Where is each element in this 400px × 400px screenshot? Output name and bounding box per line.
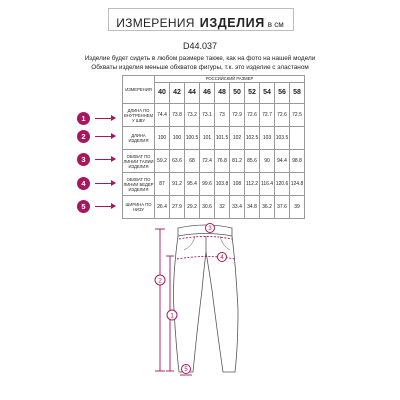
row-label: ОБХВАТ ПО ЛИНИИ БЕДЕР ИЗДЕЛИЯ [123, 173, 155, 196]
size-header: 48 [215, 83, 230, 104]
cell: 90 [260, 150, 275, 173]
cell: 26.4 [155, 196, 170, 219]
trousers-outline [174, 225, 239, 372]
cell: 102 [230, 127, 245, 150]
cell: 74.4 [155, 104, 170, 127]
cell: 72.5 [290, 104, 305, 127]
cell: 94.4 [275, 150, 290, 173]
cell: 73.2 [185, 104, 200, 127]
size-header: 54 [260, 83, 275, 104]
diagram-marker-label: 3 [208, 226, 212, 233]
cell: 103.8 [215, 173, 230, 196]
cell: 36.2 [260, 196, 275, 219]
cell: 72.9 [230, 104, 245, 127]
cell: 30.6 [200, 196, 215, 219]
cell: 91.2 [170, 173, 185, 196]
cell: 32 [215, 196, 230, 219]
cell: 103 [260, 127, 275, 150]
cell: 102.5 [245, 127, 260, 150]
cell: 33.4 [230, 196, 245, 219]
cell: 99.6 [200, 173, 215, 196]
size-header: 42 [170, 83, 185, 104]
cell: 68 [185, 150, 200, 173]
cell: 72.6 [275, 104, 290, 127]
row-label: ДЛИНА ПО ВНУТРЕННЕМУ ШВУ [123, 104, 155, 127]
cell: 81.2 [230, 150, 245, 173]
cell: 37.6 [275, 196, 290, 219]
fit-note: Изделие будет сидеть в любом размере также, как на фото на нашей модели [84, 55, 316, 62]
size-header: 40 [155, 83, 170, 104]
corner-label: ИЗМЕРЕНИЯ [123, 76, 155, 104]
row-label: ДЛИНА ИЗДЕЛИЯ [123, 127, 155, 150]
cell: 27.9 [170, 196, 185, 219]
cell: 73.8 [170, 104, 185, 127]
elastane-note: Обхваты изделия меньше обхватов фигуры, т.к. это изделие с эластаном [91, 64, 309, 71]
cell: 59.2 [155, 150, 170, 173]
diagram-marker-label: 5 [184, 367, 188, 374]
cell: 103.5 [275, 127, 290, 150]
row-marker-badge: 5 [77, 200, 90, 213]
cell: 39 [290, 196, 305, 219]
cell: 29.2 [185, 196, 200, 219]
size-header: 44 [185, 83, 200, 104]
cell: 101 [200, 127, 215, 150]
waist-line [179, 237, 232, 240]
row-marker-badge: 1 [77, 112, 90, 125]
cell: 101.5 [215, 127, 230, 150]
cell: 72.6 [245, 104, 260, 127]
row-marker-badge: 2 [77, 130, 90, 143]
title-unit: в см [267, 20, 284, 29]
row-label: ОБХВАТ ПО ЛИНИИ ТАЛИИ ИЗДЕЛИЯ [123, 150, 155, 173]
size-header: 50 [230, 83, 245, 104]
size-header: 46 [200, 83, 215, 104]
cell: 95.4 [185, 173, 200, 196]
cell: 100 [170, 127, 185, 150]
row-marker-badge: 4 [77, 177, 90, 190]
group-header: РОССИЙСКИЙ РАЗМЕР [155, 76, 305, 83]
cell: 108 [230, 173, 245, 196]
cell: 85.6 [245, 150, 260, 173]
cell: 76.8 [215, 150, 230, 173]
cell: 98.8 [290, 150, 305, 173]
cell: 100 [155, 127, 170, 150]
cell: 100.5 [185, 127, 200, 150]
cell: 73 [215, 104, 230, 127]
cell: 87 [155, 173, 170, 196]
cell: 72.7 [260, 104, 275, 127]
size-header: 58 [290, 83, 305, 104]
cell: 34.8 [245, 196, 260, 219]
cell: 72.4 [200, 150, 215, 173]
cell: 63.6 [170, 150, 185, 173]
cell: 120.6 [275, 173, 290, 196]
article-code: D44.037 [182, 41, 218, 51]
cell: 124.8 [290, 173, 305, 196]
title-product: ИЗДЕЛИЯ [199, 16, 265, 30]
title-measurements: ИЗМЕРЕНИЯ [116, 16, 195, 30]
cell: 73.1 [200, 104, 215, 127]
size-header: 52 [245, 83, 260, 104]
cell: 112.2 [245, 173, 260, 196]
row-label: ШИРИНА ПО НИЗУ [123, 196, 155, 219]
diagram-marker-label: 4 [220, 255, 224, 262]
diagram-marker-label: 1 [170, 312, 174, 320]
row-marker-badge: 3 [77, 153, 90, 166]
cell: 116.4 [260, 173, 275, 196]
size-header: 56 [275, 83, 290, 104]
diagram-markers [155, 224, 227, 374]
diagram-marker-label: 2 [158, 277, 162, 285]
